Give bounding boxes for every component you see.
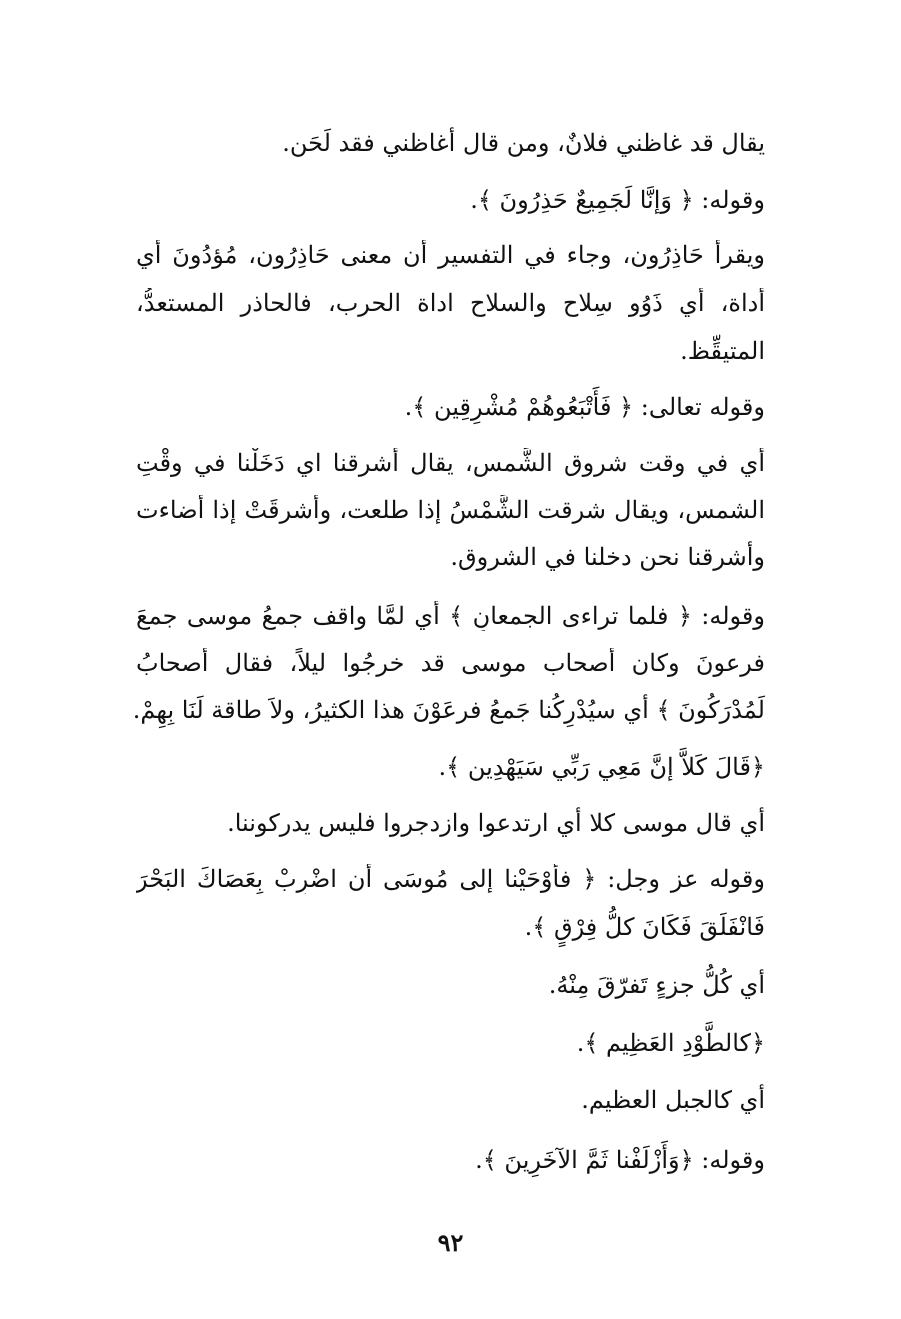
page-number: ٩٢ xyxy=(437,1228,464,1257)
text-line-9: وأشرقنا نحن دخلنا في الشروق. xyxy=(450,543,765,571)
text-line-18: ﴿كالطَّوْدِ العَظِيم ﴾. xyxy=(576,1029,765,1057)
text-line-10: وقوله: ﴿ فلما تراءى الجمعانِ ﴾ أي لمَّا واقف جمعُ موسى جمعَ xyxy=(136,602,765,630)
text-line-7: أي في وقت شروق الشَّمس، يقال أشرقنا اي دَخَلْنا في وقْتِ xyxy=(136,449,765,477)
text-line-13: ﴿قَالَ كَلاَّ إنَّ مَعِي رَبِّي سَيَهْدِين ﴾. xyxy=(438,753,765,781)
text-line-12: لَمُدْرَكُونَ ﴾ أي سيُدْرِكُنا جَمعُ فرعَوْنَ هذا الكثيرُ، ولاَ طاقة لَنَا بِهِمْ. xyxy=(132,696,765,724)
text-line-2: وقوله: ﴿ وَإنَّا لَجَمِيعٌ حَذِرُونَ ﴾. xyxy=(470,186,765,214)
text-line-8: الشمس، ويقال شرقت الشَّمْسُ إذا طلعت، وأشرقَتْ إذا أضاءت xyxy=(136,496,765,524)
text-line-14: أي قال موسى كلا أي ارتدعوا وازدجروا فليس يدركوننا. xyxy=(227,809,765,837)
text-line-1: يقال قد غاظني فلانٌ، ومن قال أغاظني فقد لَحَن. xyxy=(282,129,765,157)
text-line-6: وقوله تعالى: ﴿ فَأَتْبَعُوهُمْ مُشْرِقِين ﴾. xyxy=(404,393,765,421)
text-line-3: ويقرأ حَاذِرُون، وجاء في التفسير أن معنى حَاذِرُون، مُؤدُونَ أي xyxy=(136,241,765,269)
text-line-4: أداة، أي ذَوُو سِلاحٍ والسلاح اداة الحرب، فالحاذر المستعدُّ، xyxy=(136,289,765,317)
text-line-11: فرعونَ وكان أصحاب موسى قد خرجُوا ليلاً، فقال أصحابُ xyxy=(136,649,765,677)
text-line-5: المتيقِّظ. xyxy=(680,337,765,365)
text-line-20: وقوله: ﴿وَأَزْلَفْنا ثَمَّ الآخَرِينَ ﴾. xyxy=(475,1146,765,1174)
text-line-19: أي كالجبل العظيم. xyxy=(581,1086,765,1114)
text-line-16: فَانْفَلَقَ فَكَانَ كلُّ فِرْقٍ ﴾. xyxy=(524,913,765,941)
text-line-17: أي كُلُّ جزءٍ تَفرّقَ مِنْهُ. xyxy=(548,971,765,999)
text-line-15: وقوله عز وجل: ﴿ فأَوْحَيْنا إلى مُوسَى أن اضْرِبْ بِعَصَاكَ البَحْرَ xyxy=(136,865,765,893)
